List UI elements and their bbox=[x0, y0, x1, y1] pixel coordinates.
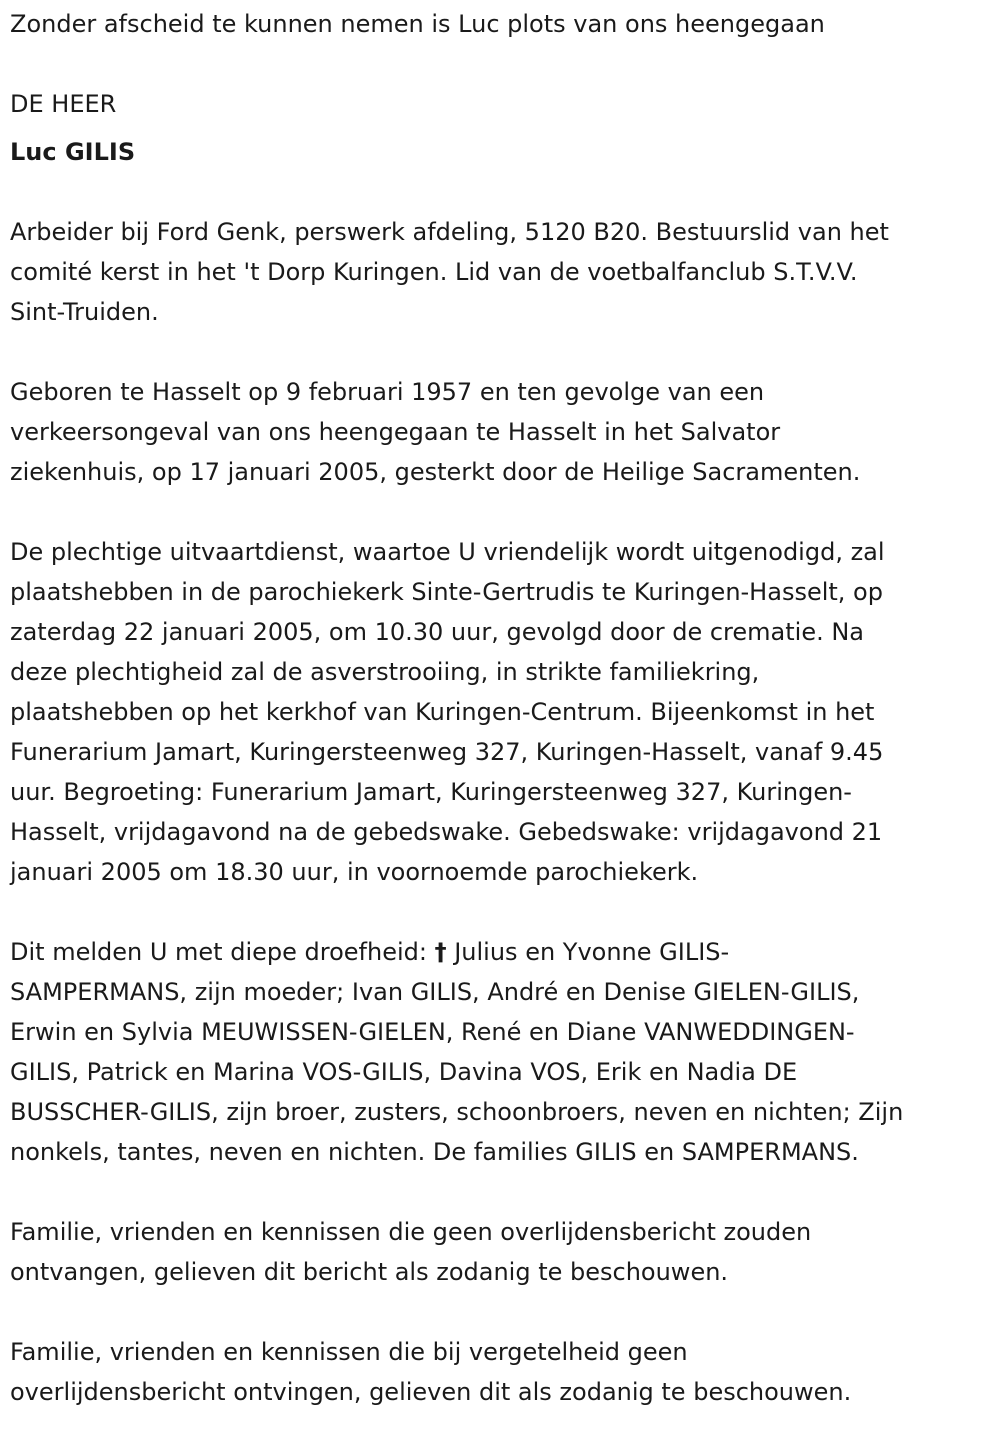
paragraph-line: BUSSCHER-GILIS, zijn broer, zusters, schoonbroers, neven en nichten; Zijn bbox=[10, 1098, 904, 1126]
paragraph-line: zaterdag 22 januari 2005, om 10.30 uur, gevolgd door de crematie. Na bbox=[10, 618, 865, 646]
paragraph-line: januari 2005 om 18.30 uur, in voornoemde parochiekerk. bbox=[10, 858, 699, 886]
deceased-name: Luc GILIS bbox=[10, 138, 136, 166]
salutation: DE HEER bbox=[10, 90, 117, 118]
paragraph-line: Arbeider bij Ford Genk, perswerk afdeling, 5120 B20. Bestuurslid van het bbox=[10, 218, 889, 246]
paragraph-line: De plechtige uitvaartdienst, waartoe U vriendelijk wordt uitgenodigd, zal bbox=[10, 538, 885, 566]
family-prefix: Dit melden U met diepe droefheid: bbox=[10, 938, 435, 966]
paragraph-birth-death bbox=[10, 372, 990, 492]
paragraph-line: comité kerst in het 't Dorp Kuringen. Lid van de voetbalfanclub S.T.V.V. bbox=[10, 258, 858, 286]
paragraph-line: deze plechtigheid zal de asverstrooiing, in strikte familiekring, bbox=[10, 658, 760, 686]
paragraph-line: Familie, vrienden en kennissen die geen overlijdensbericht zouden bbox=[10, 1218, 812, 1246]
paragraph-line: Sint-Truiden. bbox=[10, 298, 159, 326]
family-first-line bbox=[10, 932, 990, 972]
paragraph-funeral-service bbox=[10, 532, 990, 892]
paragraph-line: Funerarium Jamart, Kuringersteenweg 327, Kuringen-Hasselt, vanaf 9.45 bbox=[10, 738, 884, 766]
paragraph-line: Erwin en Sylvia MEUWISSEN-GIELEN, René en Diane VANWEDDINGEN- bbox=[10, 1018, 855, 1046]
title-block bbox=[10, 84, 990, 172]
paragraph-line: Familie, vrienden en kennissen die bij vergetelheid geen bbox=[10, 1338, 688, 1366]
paragraph-line: ziekenhuis, op 17 januari 2005, gesterkt door de Heilige Sacramenten. bbox=[10, 458, 861, 486]
paragraph-line: verkeersongeval van ons heengegaan te Hasselt in het Salvator bbox=[10, 418, 781, 446]
paragraph-family bbox=[10, 932, 990, 1172]
cross-icon: † bbox=[434, 938, 447, 966]
paragraph-line: Geboren te Hasselt op 9 februari 1957 en ten gevolge van een bbox=[10, 378, 765, 406]
paragraph-line: SAMPERMANS, zijn moeder; Ivan GILIS, André en Denise GIELEN-GILIS, bbox=[10, 978, 860, 1006]
paragraph-line: overlijdensbericht ontvingen, gelieven dit als zodanig te beschouwen. bbox=[10, 1378, 852, 1406]
paragraph-line: nonkels, tantes, neven en nichten. De families GILIS en SAMPERMANS. bbox=[10, 1138, 859, 1166]
paragraph-line: plaatshebben op het kerkhof van Kuringen-Centrum. Bijeenkomst in het bbox=[10, 698, 875, 726]
family-suffix: Julius en Yvonne GILIS- bbox=[446, 938, 730, 966]
paragraph-closing-2 bbox=[10, 1332, 990, 1412]
paragraph-line: Hasselt, vrijdagavond na de gebedswake. Gebedswake: vrijdagavond 21 bbox=[10, 818, 883, 846]
paragraph-occupation bbox=[10, 212, 990, 332]
paragraph-line: uur. Begroeting: Funerarium Jamart, Kuringersteenweg 327, Kuringen- bbox=[10, 778, 852, 806]
paragraph-line: GILIS, Patrick en Marina VOS-GILIS, Davina VOS, Erik en Nadia DE bbox=[10, 1058, 798, 1086]
paragraph-line: ontvangen, gelieven dit bericht als zodanig te beschouwen. bbox=[10, 1258, 729, 1286]
paragraph-closing-1 bbox=[10, 1212, 990, 1292]
paragraph-line: plaatshebben in de parochiekerk Sinte-Gertrudis te Kuringen-Hasselt, op bbox=[10, 578, 883, 606]
intro-line: Zonder afscheid te kunnen nemen is Luc plots van ons heengegaan bbox=[10, 10, 825, 38]
